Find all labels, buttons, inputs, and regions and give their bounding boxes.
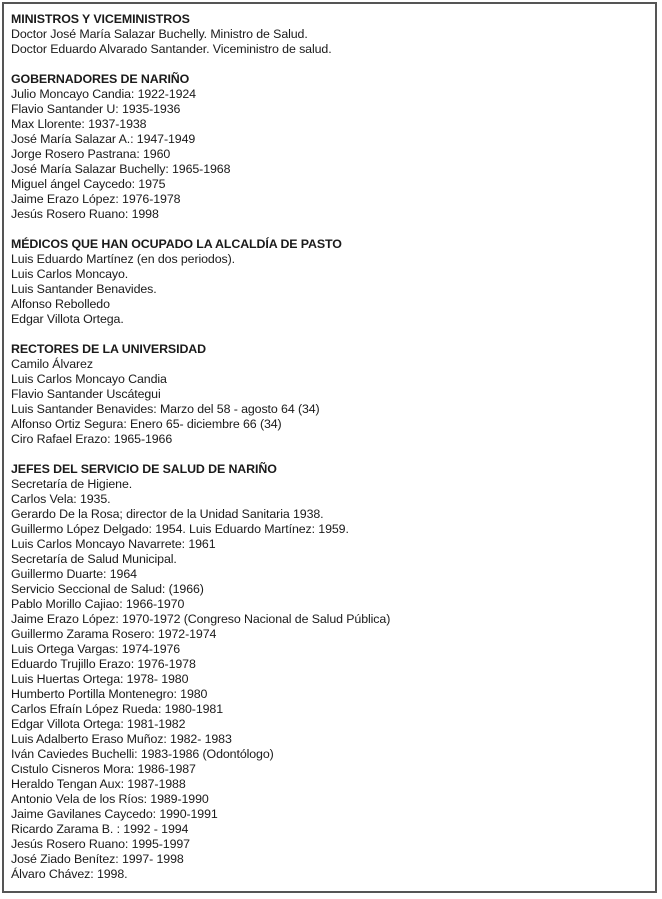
list-item: José María Salazar Buchelly: 1965-1968 <box>11 162 231 176</box>
list-item: Pablo Morillo Cajiao: 1966-1970 <box>11 597 185 611</box>
list-item: Luis Carlos Moncayo Candia <box>11 372 167 386</box>
list-item: Alfonso Ortiz Segura: Enero 65- diciembre 66 (34) <box>11 417 282 431</box>
list-item: Miguel ángel Caycedo: 1975 <box>11 177 166 191</box>
list-item: José Ziado Benítez: 1997- 1998 <box>11 852 184 866</box>
section-title: GOBERNADORES DE NARIÑO <box>11 72 190 86</box>
list-item: José María Salazar A.: 1947-1949 <box>11 132 196 146</box>
list-item: Flavio Santander U: 1935-1936 <box>11 102 181 116</box>
list-item: Gerardo De la Rosa; director de la Unidad Sanitaria 1938. <box>11 507 324 521</box>
list-item: Secretaría de Salud Municipal. <box>11 552 177 566</box>
list-item: Jorge Rosero Pastrana: 1960 <box>11 147 171 161</box>
section-title: MINISTROS Y VICEMINISTROS <box>11 12 190 26</box>
list-item: Jaime Erazo López: 1970-1972 (Congreso Nacional de Salud Pública) <box>11 612 391 626</box>
list-item: Luis Carlos Moncayo Navarrete: 1961 <box>11 537 216 551</box>
list-item: Luis Santander Benavides: Marzo del 58 - agosto 64 (34) <box>11 402 320 416</box>
list-item: Max Llorente: 1937-1938 <box>11 117 147 131</box>
list-item: Eduardo Trujillo Erazo: 1976-1978 <box>11 657 196 671</box>
list-item: Secretaría de Higiene. <box>11 477 133 491</box>
list-item: Antonio Vela de los Ríos: 1989-1990 <box>11 792 209 806</box>
section <box>11 237 651 327</box>
list-item: Guillermo Duarte: 1964 <box>11 567 137 581</box>
section-title: MÉDICOS QUE HAN OCUPADO LA ALCALDÍA DE PASTO <box>11 237 342 251</box>
list-item: Carlos Efraín López Rueda: 1980-1981 <box>11 702 224 716</box>
list-item: Jesús Rosero Ruano: 1995-1997 <box>11 837 190 851</box>
list-item: Álvaro Chávez: 1998. <box>11 867 128 881</box>
list-item: Luis Santander Benavides. <box>11 282 157 296</box>
document-content <box>11 12 651 882</box>
list-item: Luis Adalberto Eraso Muñoz: 1982- 1983 <box>11 732 232 746</box>
list-item: Guillermo López Delgado: 1954. Luis Eduardo Martínez: 1959. <box>11 522 349 536</box>
list-item: Alfonso Rebolledo <box>11 297 110 311</box>
list-item: Guillermo Zarama Rosero: 1972-1974 <box>11 627 217 641</box>
list-item: Doctor José María Salazar Buchelly. Ministro de Salud. <box>11 27 308 41</box>
list-item: Julio Moncayo Candia: 1922-1924 <box>11 87 196 101</box>
document-frame <box>2 2 657 893</box>
section <box>11 72 651 222</box>
list-item: Flavio Santander Uscátegui <box>11 387 161 401</box>
list-item: Ciro Rafael Erazo: 1965-1966 <box>11 432 173 446</box>
list-item: Luis Huertas Ortega: 1978- 1980 <box>11 672 189 686</box>
list-item: Carlos Vela: 1935. <box>11 492 111 506</box>
section <box>11 462 651 882</box>
list-item: Ricardo Zarama B. : 1992 - 1994 <box>11 822 189 836</box>
list-item: Humberto Portilla Montenegro: 1980 <box>11 687 208 701</box>
section <box>11 12 651 57</box>
list-item: Edgar Villota Ortega: 1981-1982 <box>11 717 186 731</box>
list-item: Servicio Seccional de Salud: (1966) <box>11 582 204 596</box>
section-title: RECTORES DE LA UNIVERSIDAD <box>11 342 206 356</box>
list-item: Jesús Rosero Ruano: 1998 <box>11 207 159 221</box>
section-title: JEFES DEL SERVICIO DE SALUD DE NARIÑO <box>11 462 277 476</box>
list-item: Luis Carlos Moncayo. <box>11 267 129 281</box>
section <box>11 342 651 447</box>
list-item: Heraldo Tengan Aux: 1987-1988 <box>11 777 186 791</box>
list-item: Doctor Eduardo Alvarado Santander. Viceministro de salud. <box>11 42 332 56</box>
list-item: Camilo Álvarez <box>11 357 93 371</box>
list-item: Iván Caviedes Buchelli: 1983-1986 (Odontólogo) <box>11 747 274 761</box>
list-item: Jaime Erazo López: 1976-1978 <box>11 192 181 206</box>
list-item: Cιstulo Cisneros Mora: 1986-1987 <box>11 762 196 776</box>
list-item: Luis Ortega Vargas: 1974-1976 <box>11 642 181 656</box>
list-item: Edgar Villota Ortega. <box>11 312 124 326</box>
list-item: Luis Eduardo Martínez (en dos periodos). <box>11 252 235 266</box>
list-item: Jaime Gavilanes Caycedo: 1990-1991 <box>11 807 218 821</box>
